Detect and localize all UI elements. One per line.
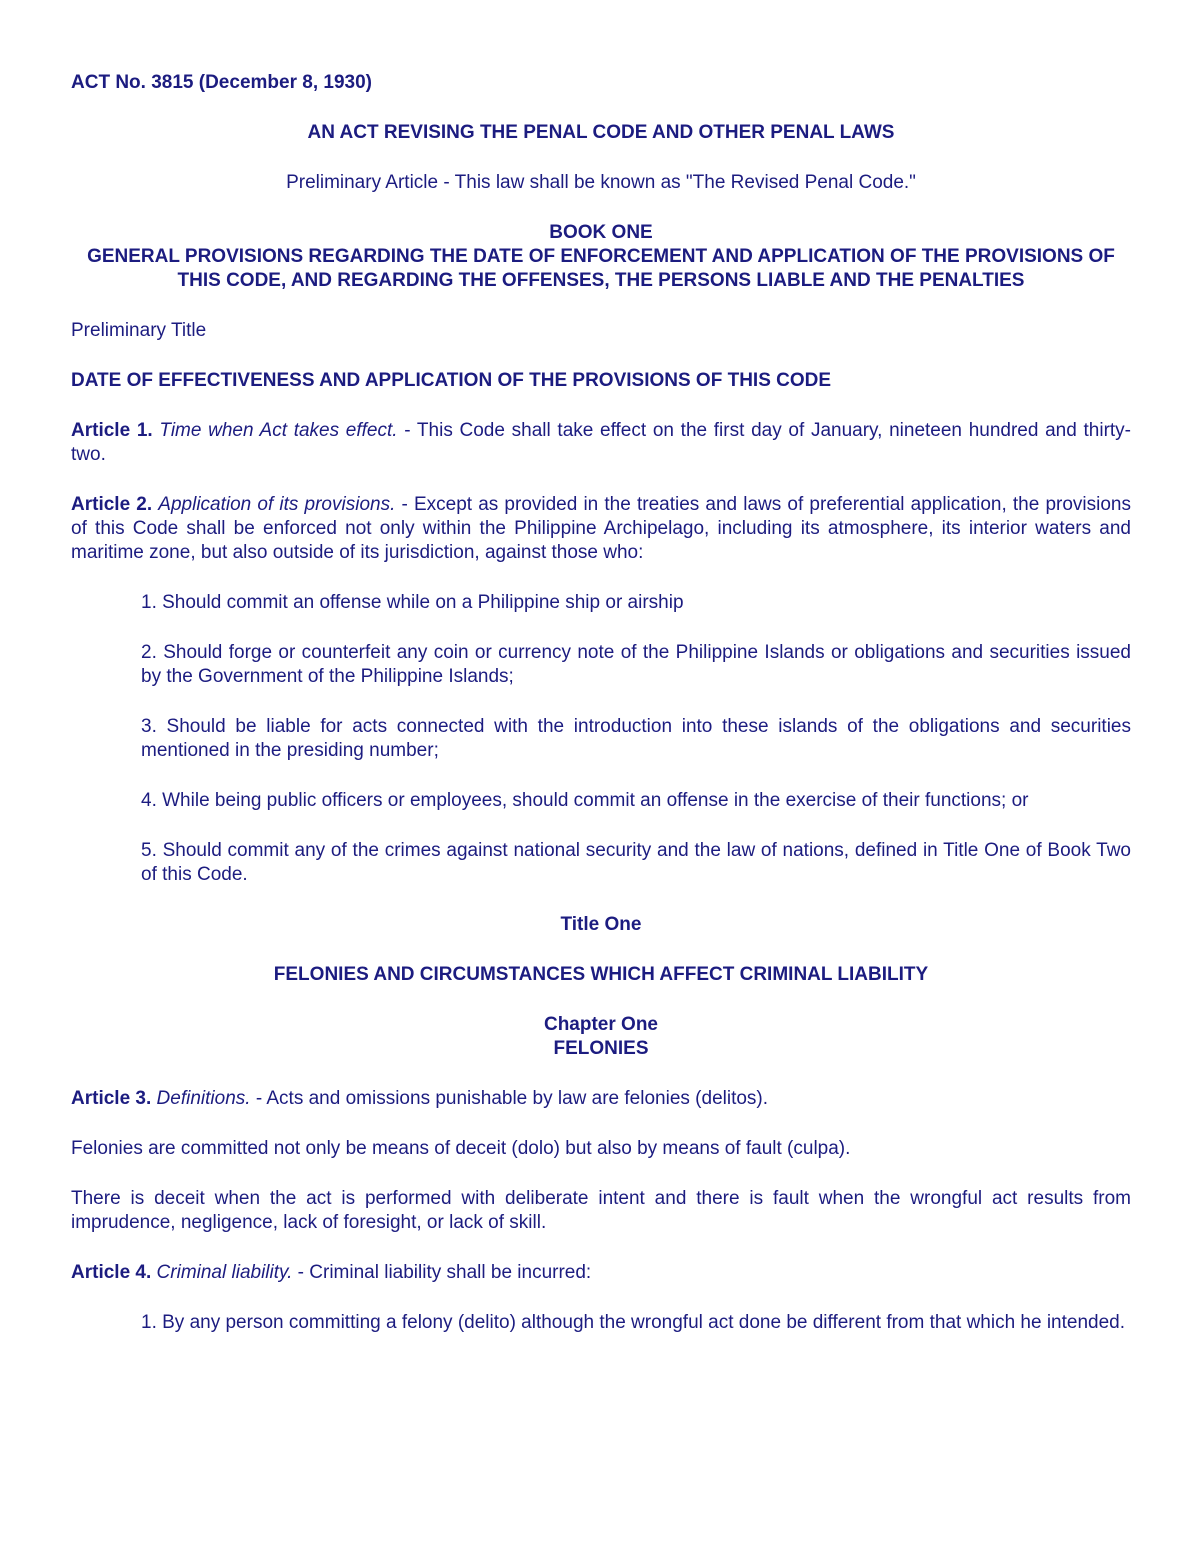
article-2-label: Article 2. (71, 494, 153, 515)
book-one-heading-block (71, 221, 1131, 293)
article-2-item-5: 5. Should commit any of the crimes against national security and the law of nations, defined in Title One of Book Two of this Code. (141, 840, 1131, 885)
article-1-label: Article 1. (71, 420, 153, 441)
chapter-one-heading-block (71, 1013, 1131, 1061)
article-1 (71, 419, 1131, 467)
chapter-one-label: Chapter One (543, 1014, 659, 1035)
article-1-text: - This Code shall take effect on the first day of January, nineteen hundred and thirty-two. (71, 420, 1132, 465)
book-one-heading: BOOK ONE (549, 222, 653, 243)
article-3 (71, 1087, 1131, 1111)
document-page (71, 71, 1131, 1335)
act-title: ACT No. 3815 (December 8, 1930) (71, 72, 372, 93)
article-4-text: - Criminal liability shall be incurred: (292, 1262, 592, 1283)
title-one-label: Title One (560, 914, 642, 935)
article-3-title: Definitions. (156, 1088, 251, 1109)
article-3-paragraph-2: Felonies are committed not only be means of deceit (dolo) but also by means of fault (culpa). (71, 1138, 851, 1159)
preliminary-article: Preliminary Article - This law shall be known as "The Revised Penal Code." (286, 172, 916, 193)
article-2 (71, 493, 1131, 565)
act-subtitle: AN ACT REVISING THE PENAL CODE AND OTHER PENAL LAWS (307, 122, 895, 143)
article-2-item-2: 2. Should forge or counterfeit any coin or currency note of the Philippine Islands or obligations and securities issued by the Government of the Philippine Islands; (141, 642, 1131, 687)
article-2-item-4: 4. While being public officers or employees, should commit an offense in the exercise of their functions; or (141, 790, 1029, 811)
article-3-paragraph-3: There is deceit when the act is performed with deliberate intent and there is fault when the wrongful act results from imprudence, negligence, lack of foresight, or lack of skill. (71, 1188, 1131, 1233)
article-4-title: Criminal liability. (156, 1262, 293, 1283)
article-3-label: Article 3. (71, 1088, 152, 1109)
article-4-item-1: 1. By any person committing a felony (delito) although the wrongful act done be different from that which he intended. (141, 1312, 1126, 1333)
book-one-subheading: GENERAL PROVISIONS REGARDING THE DATE OF ENFORCEMENT AND APPLICATION OF THE PROVISIONS OF THIS CODE, AND REGARDING THE OFFENSES, THE PERSONS LIABLE AND THE PENALTIES (87, 246, 1115, 291)
article-1-title: Time when Act takes effect. (159, 420, 398, 441)
article-2-title: Application of its provisions. (158, 494, 396, 515)
article-2-item-1: 1. Should commit an offense while on a Philippine ship or airship (141, 592, 684, 613)
article-4-label: Article 4. (71, 1262, 152, 1283)
chapter-one-heading: FELONIES (553, 1038, 649, 1059)
preliminary-title-heading: DATE OF EFFECTIVENESS AND APPLICATION OF THE PROVISIONS OF THIS CODE (71, 370, 832, 391)
article-4 (71, 1261, 1131, 1285)
title-one-heading: FELONIES AND CIRCUMSTANCES WHICH AFFECT CRIMINAL LIABILITY (273, 964, 929, 985)
article-2-item-3: 3. Should be liable for acts connected with the introduction into these islands of the obligations and securities mentioned in the presiding number; (141, 716, 1131, 761)
preliminary-title-label: Preliminary Title (71, 320, 207, 341)
article-3-text: - Acts and omissions punishable by law are felonies (delitos). (250, 1088, 769, 1109)
article-2-text: - Except as provided in the treaties and laws of preferential application, the provisions of this Code shall be enforced not only within the Philippine Archipelago, including its atmosphere, its interior waters and maritime zone, but also outside of its jurisdiction, against those who: (71, 494, 1131, 563)
